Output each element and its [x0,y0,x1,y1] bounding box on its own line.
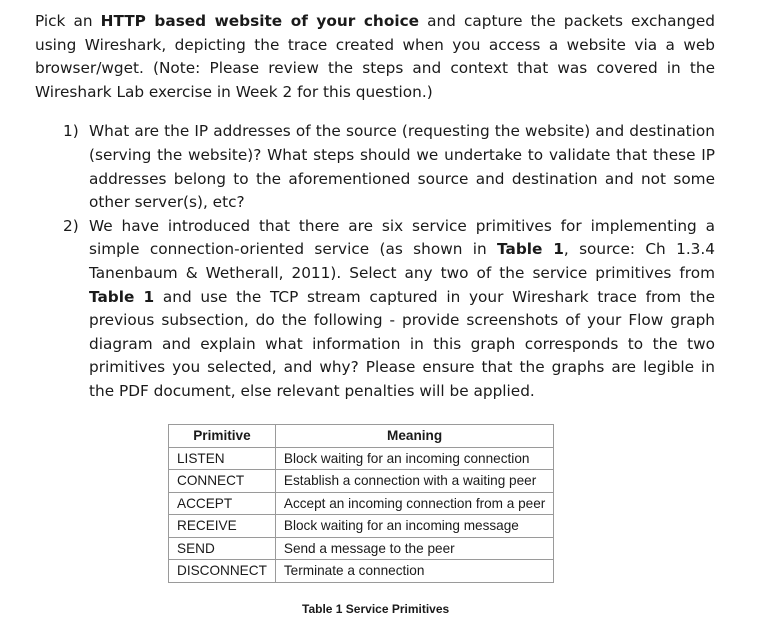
header-primitive: Primitive [169,425,276,448]
meaning-cell: Accept an incoming connection from a peer [275,492,553,515]
table-header-row [169,425,554,448]
question-text: What are the IP addresses of the source (requesting the website) and destination (serving the website)? What steps should we undertake to validate that these IP addresses belong to the aforementioned source and destination and not some other server(s), etc? [89,122,715,212]
table-caption: Table 1 Service Primitives [302,602,450,616]
question-text-3: and use the TCP stream captured in your Wireshark trace from the previous subsection, do the following - provide screenshots of your Flow graph diagram and explain what information in this graph corresponds to the two primitives you selected, and why? Please ensure that the graphs are legible in the PDF document, else relevant penalties will be applied. [89,287,715,400]
table-reference: Table 1 [89,287,155,306]
primitive-cell: RECEIVE [169,515,276,538]
question-item-1 [35,120,715,214]
service-primitives-table [168,424,554,583]
intro-text-1: Pick an [35,12,101,30]
primitive-cell: ACCEPT [169,492,276,515]
table-row [169,470,554,493]
table-reference: Table 1 [497,240,564,259]
question-text-1: We have introduced that there are six service primitives for implementing a simple connection-oriented service (as shown in [89,216,715,259]
question-item-2 [35,215,715,404]
intro-bold-text: HTTP based website of your choice [100,12,420,30]
question-number: 1) [63,122,79,141]
meaning-cell: Block waiting for an incoming message [275,515,553,538]
primitive-cell: SEND [169,537,276,560]
header-meaning: Meaning [275,425,553,448]
question-list [35,120,715,403]
intro-text-2: and capture the packets exchanged using Wireshark, depicting the trace created when you access a website via a web browser/wget. (Note: Please review the steps and context that was covered in the Wireshark Lab exercise in Week 2 for this question.) [35,12,715,101]
question-text-2: , source: Ch 1.3.4 Tanenbaum & Wetherall, 2011). Select any two of the service primitives from [89,240,716,282]
meaning-cell: Block waiting for an incoming connection [275,447,553,470]
meaning-cell: Establish a connection with a waiting peer [275,470,553,493]
meaning-cell: Terminate a connection [275,560,553,583]
table-row [169,447,554,470]
table-row [169,515,554,538]
table-row [169,537,554,560]
question-number: 2) [63,216,79,235]
table-row [169,492,554,515]
primitive-cell: LISTEN [169,447,276,470]
primitive-cell: DISCONNECT [169,560,276,583]
document-body [35,10,715,404]
intro-paragraph [35,10,715,104]
meaning-cell: Send a message to the peer [275,537,553,560]
table-row [169,560,554,583]
primitive-cell: CONNECT [169,470,276,493]
